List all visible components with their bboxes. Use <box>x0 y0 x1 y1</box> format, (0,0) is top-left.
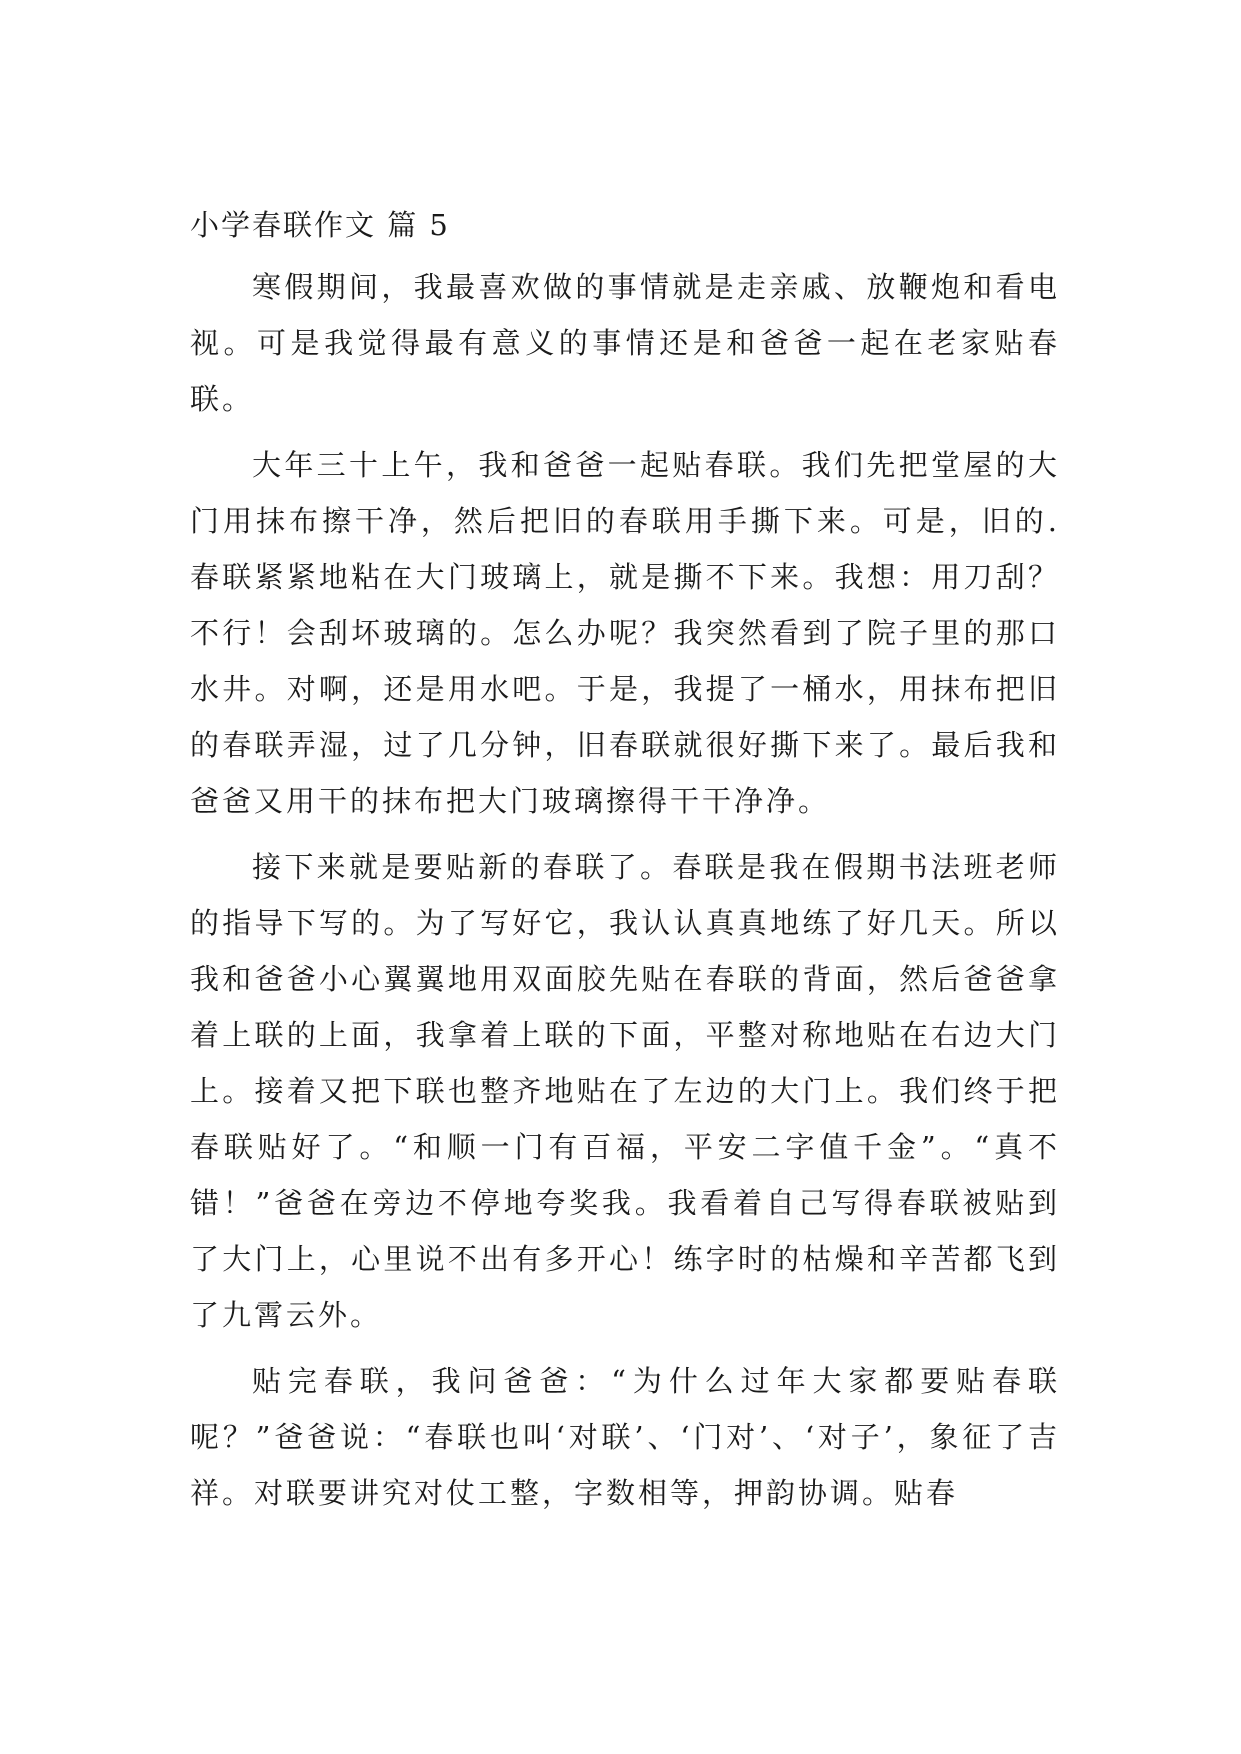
document-body <box>190 205 1060 1531</box>
document-title: 小学春联作文 篇 5 <box>190 208 450 242</box>
paragraph-1: 寒假期间，我最喜欢做的事情就是走亲戚、放鞭炮和看电视。可是我觉得最有意义的事情还是和爸爸一起在老家贴春联。 <box>190 270 1060 416</box>
paragraph-4: 贴完春联，我问爸爸：“为什么过年大家都要贴春联呢？”爸爸说：“春联也叫‘对联’、‘门对’、‘对子’，象征了吉祥。对联要讲究对仗工整，字数相等，押韵协调。贴春 <box>190 1364 1060 1510</box>
paragraph-3: 接下来就是要贴新的春联了。春联是我在假期书法班老师的指导下写的。为了写好它，我认认真真地练了好几天。所以我和爸爸小心翼翼地用双面胶先贴在春联的背面，然后爸爸拿着上联的上面，我拿着上联的下面，平整对称地贴在右边大门上。接着又把下联也整齐地贴在了左边的大门上。我们终于把春联贴好了。“和顺一门有百福，平安二字值千金”。“真不错！”爸爸在旁边不停地夸奖我。我看着自己写得春联被贴到了大门上，心里说不出有多开心！练字时的枯燥和辛苦都飞到了九霄云外。 <box>190 850 1060 1332</box>
paragraph-2: 大年三十上午，我和爸爸一起贴春联。我们先把堂屋的大门用抹布擦干净，然后把旧的春联用手撕下来。可是，旧的.春联紧紧地粘在大门玻璃上，就是撕不下来。我想：用刀刮？不行！会刮坏玻璃的。怎么办呢？我突然看到了院子里的那口水井。对啊，还是用水吧。于是，我提了一桶水，用抹布把旧的春联弄湿，过了几分钟，旧春联就很好撕下来了。最后我和爸爸又用干的抹布把大门玻璃擦得干干净净。 <box>190 448 1060 818</box>
